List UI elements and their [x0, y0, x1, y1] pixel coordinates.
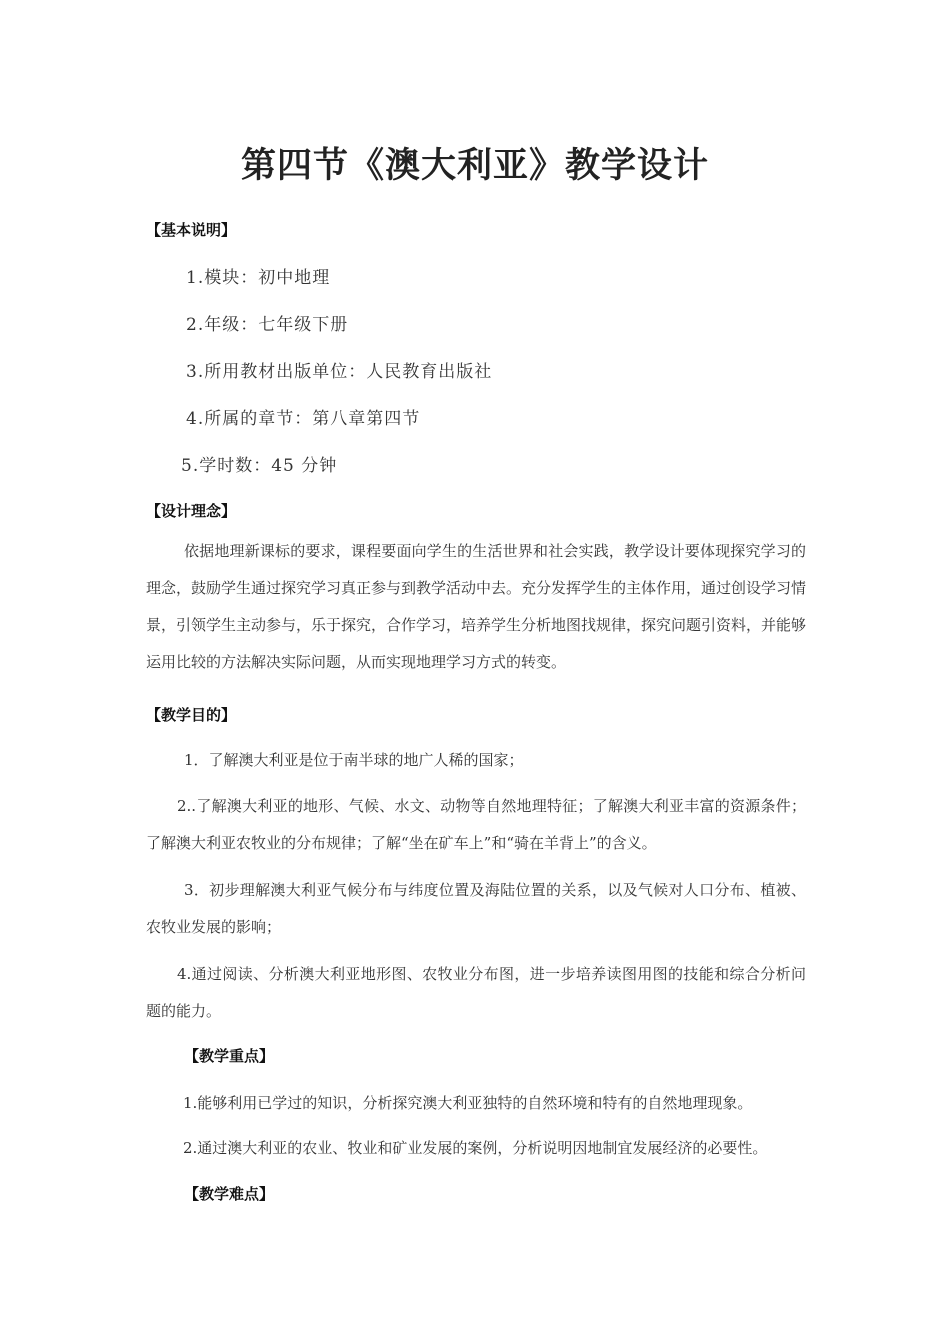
teaching-goals-heading: 【教学目的】: [146, 706, 237, 724]
basic-info-item: 4.所属的章节：第八章第四节: [186, 409, 421, 429]
key-point-item: 2.通过澳大利亚的农业、牧业和矿业发展的案例，分析说明因地制宜发展经济的必要性。: [183, 1139, 768, 1157]
teaching-goal-item: 1．了解澳大利亚是位于南半球的地广人稀的国家；: [184, 751, 524, 769]
basic-info-item: 2.年级：七年级下册: [186, 315, 349, 335]
difficult-points-heading: 【教学难点】: [184, 1185, 275, 1203]
basic-info-heading: 【基本说明】: [146, 221, 237, 239]
key-points-heading: 【教学重点】: [184, 1047, 275, 1065]
key-point-item: 1.能够利用已学过的知识，分析探究澳大利亚独特的自然环境和特有的自然地理现象。: [183, 1094, 753, 1112]
teaching-goal-item: 3．初步理解澳大利亚气候分布与纬度位置及海陆位置的关系，以及气候对人口分布、植被、农牧业发展的影响；: [146, 881, 806, 936]
basic-info-item: 3.所用教材出版单位：人民教育出版社: [186, 362, 493, 382]
design-concept-heading: 【设计理念】: [146, 502, 237, 520]
design-concept-paragraph: 依据地理新课标的要求，课程要面向学生的生活世界和社会实践，教学设计要体现探究学习的理念，鼓励学生通过探究学习真正参与到教学活动中去。充分发挥学生的主体作用，通过创设学习情景，引领学生主动参与，乐于探究，合作学习，培养学生分析地图找规律，探究问题引资料，并能够运用比较的方法解决实际问题，从而实现地理学习方式的转变。: [146, 542, 807, 671]
teaching-goal-item: 4.通过阅读、分析澳大利亚地形图、农牧业分布图，进一步培养读图用图的技能和综合分析问题的能力。: [146, 965, 806, 1020]
basic-info-item: 1.模块：初中地理: [186, 268, 331, 288]
basic-info-item: 5.学时数：45 分钟: [181, 456, 338, 476]
document-title: 第四节《澳大利亚》教学设计: [240, 146, 709, 186]
teaching-goal-item: 2..了解澳大利亚的地形、气候、水文、动物等自然地理特征；了解澳大利亚丰富的资源条件；了解澳大利亚农牧业的分布规律；了解“坐在矿车上”和“骑在羊背上”的含义。: [146, 797, 806, 852]
